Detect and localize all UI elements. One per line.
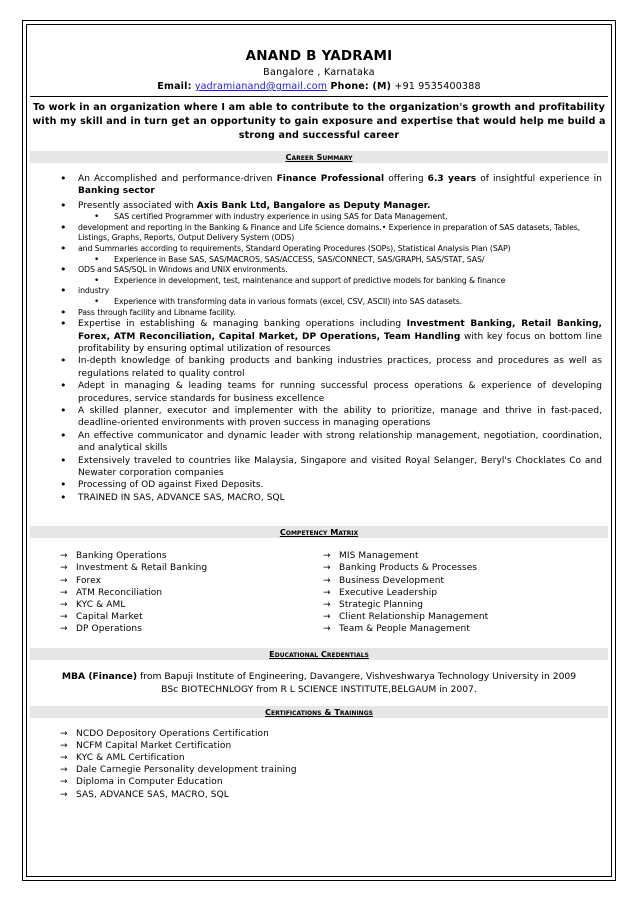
section-header-career-summary: Career Summary [30,151,608,163]
bullet-dot-icon: • [60,305,67,319]
bullet-dot-icon: • [60,317,67,331]
education-mba: MBA (Finance) from Bapuji Institute of Engineering, Davangere, Vishveshwarya Technology University in 2009 [61,670,577,682]
list-item: → DP Operations [60,624,142,635]
phone-number: +91 9535400388 [394,81,481,92]
arrow-right-icon: → [323,587,331,598]
list-item: → Banking Products & Processes [323,563,478,574]
bullet-dot-icon: • [60,404,67,417]
list-item: • In-depth knowledge of banking products and banking industries practices, process and procedures as well as regulations related to quality control [60,354,602,379]
list-item: • Extensively traveled to countries like Malaysia, Singapore and visited Royal Selanger, Beryl's Chocklates Co and Newater corporation companies [60,453,602,479]
bullet-dot-icon: • [60,354,67,368]
list-item: → SAS, ADVANCE SAS, MACRO, SQL [60,789,229,800]
arrow-right-icon: → [323,624,331,635]
list-item: → Executive Leadership [323,587,438,598]
list-item: → Diploma in Computer Education [60,777,223,788]
bullet-dot-icon: • [94,254,100,265]
phone-label: Phone: (M) [330,81,392,92]
list-item: → Business Development [323,575,445,586]
education-bsc: BSc BIOTECHNLOGY from R L SCIENCE INSTITUTE,BELGAUM in 2007. [161,683,477,695]
list-item: → NCDO Depository Operations Certification [60,728,269,739]
resume-page [30,48,608,801]
list-item: • and Summaries according to requirements, Standard Operating Procedures (SOPs), Statistical Analysis Plan (SAP) [60,242,511,255]
arrow-right-icon: → [60,728,68,739]
contact-line [30,81,608,92]
arrow-right-icon: → [60,740,68,751]
list-item: → Team & People Management [323,624,470,635]
list-item: • Expertise in establishing & managing banking operations including Investment Banking, Retail Banking, Forex, ATM Reconciliation, Capital Market, DP Operations, Team Handling with key focus on bottom line profitability by ensuring optimal utilization of resources [60,317,602,354]
bullet-dot-icon: • [60,453,67,467]
arrow-right-icon: → [323,612,331,623]
list-item: → Banking Operations [60,551,167,562]
list-item: • SAS certified Programmer with industry experience in using SAS for Data Management, [94,212,448,223]
bullet-dot-icon: • [60,220,67,234]
list-item: → Forex [60,575,102,586]
list-item: • industry [60,284,110,298]
list-item: • Experience in Base SAS, SAS/MACROS, SAS/ACCESS, SAS/CONNECT, SAS/GRAPH, SAS/STAT, SAS/ [94,254,485,265]
section-header-education: Educational Credentials [30,648,608,660]
bullet-dot-icon: • [60,478,67,492]
arrow-right-icon: → [60,777,68,788]
list-item: • TRAINED IN SAS, ADVANCE SAS, MACRO, SQL [60,490,285,504]
bullet-dot-icon: • [94,212,100,223]
arrow-right-icon: → [60,624,68,635]
list-item: • An Accomplished and performance-driven Finance Professional offering 6.3 years of insightful experience in Banking sector [60,172,602,197]
candidate-address: Bangalore , Karnataka [263,67,375,78]
arrow-right-icon: → [60,765,68,776]
bullet-dot-icon: • [60,284,67,298]
list-item: • Processing of OD against Fixed Deposits. [60,478,264,492]
list-item: • An effective communicator and dynamic leader with strong relationship management, negotiation, coordination, and analytical skills [60,428,602,454]
list-item: → Dale Carnegie Personality development training [60,765,297,776]
bullet-dot-icon: • [60,242,67,255]
bullet-dot-icon: • [60,172,67,185]
competency-matrix [30,550,608,635]
section-header-competency-matrix: Competency Matrix [30,526,608,538]
arrow-right-icon: → [323,551,331,562]
list-item: → KYC & AML Certification [60,753,185,764]
arrow-right-icon: → [60,753,68,764]
arrow-right-icon: → [60,563,68,574]
competency-column-right [319,550,608,635]
list-item: • Experience with transforming data in various formats (excel, CSV, ASCII) into SAS datasets. [94,296,463,307]
bullet-dot-icon: • [60,379,67,393]
bullet-dot-icon: • [60,428,67,442]
list-item: → NCFM Capital Market Certification [60,740,232,751]
list-item: • Pass through facility and Libname facility. [60,305,236,319]
bullet-dot-icon: • [60,198,67,212]
list-item: → KYC & AML [60,600,126,611]
arrow-right-icon: → [60,587,68,598]
arrow-right-icon: → [60,612,68,623]
list-item: → Capital Market [60,612,143,623]
arrow-right-icon: → [60,600,68,611]
list-item: → ATM Reconciliation [60,587,163,598]
competency-column-left [30,550,319,635]
arrow-right-icon: → [323,563,331,574]
section-header-certifications: Certifications & Trainings [30,706,608,718]
bullet-dot-icon: • [60,490,67,504]
list-item: → MIS Management [323,551,419,562]
list-item: → Investment & Retail Banking [60,563,208,574]
education-block [30,670,608,696]
bullet-dot-icon: • [94,296,100,307]
email-link[interactable]: yadramianand@gmail.com [194,81,328,92]
list-item: • Experience in development, test, maintenance and support of predictive models for banking & finance [94,275,506,286]
list-item: → Strategic Planning [323,600,424,611]
certifications-list [30,728,608,801]
bullet-dot-icon: • [94,275,100,286]
list-item: • Adept in managing & leading teams for running successful process operations & experience of developing procedures, service standards for business excellence [60,379,602,404]
arrow-right-icon: → [323,575,331,586]
arrow-right-icon: → [60,575,68,586]
email-label: Email: [157,81,192,92]
career-summary-list [30,173,608,504]
list-item: • Presently associated with Axis Bank Ltd, Bangalore as Deputy Manager. [60,198,431,212]
list-item: • ODS and SAS/SQL in Windows and UNIX environments. [60,263,288,277]
arrow-right-icon: → [60,789,68,800]
header-divider [30,96,608,97]
arrow-right-icon: → [60,551,68,562]
list-item: • development and reporting in the Banking & Finance and Life Science domains.• Experience in preparation of SAS datasets, Tables, Listings, Graphs, Reports, Output Delivery System (ODS) [60,220,581,243]
arrow-right-icon: → [323,600,331,611]
bullet-dot-icon: • [60,263,67,277]
objective-statement: To work in an organization where I am able to contribute to the organization's growth and profitability with my skill and in turn get an opportunity to gain exposure and expertise that would help me build a strong and successful career [32,102,606,141]
list-item: • A skilled planner, executor and implementer with the ability to prioritize, manage and thrive in fast-paced, deadline-oriented environments with proven success in managing operations [60,404,602,429]
list-item: → Client Relationship Management [323,612,489,623]
candidate-name: ANAND B YADRAMI [245,48,393,64]
